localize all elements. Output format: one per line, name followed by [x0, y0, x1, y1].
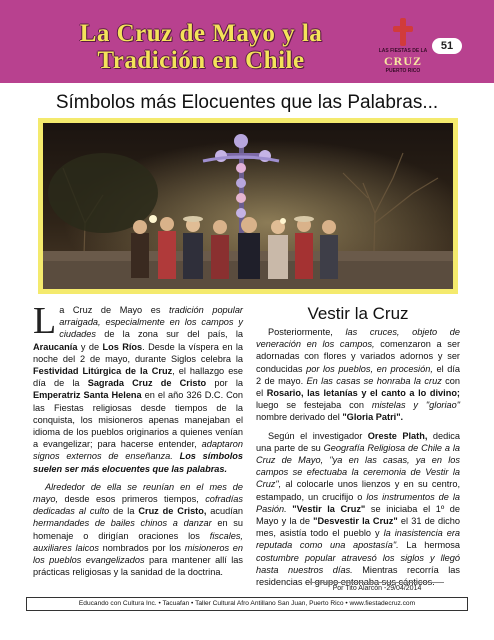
text-run: Posteriormente, — [268, 327, 346, 337]
article-subtitle: Símbolos más Elocuentes que las Palabras... — [55, 92, 439, 113]
text-run: tradición popular arraigada, especialmente en los campos y ciudades — [59, 305, 243, 340]
text-run: de la — [109, 506, 139, 517]
text-run: para mantener allí las prácticas religiosas y la sanidad de la doctrina. — [33, 555, 243, 578]
text-run: Festividad Litúrgica de la Cruz — [33, 366, 173, 377]
text-run: comenzaron a ser adornadas con flores y variados adornos y ser conducidas — [256, 339, 461, 374]
title-line-2: Tradición en Chile — [97, 47, 305, 74]
text-run: Geografía Religiosa de Chile a la Cruz de Mayo, "ya en las casas, ya en los campos se efectuaba la ceremonia de Vestir la Cruz", — [256, 442, 460, 490]
text-run: misioneros en los pueblos evangelizados — [33, 542, 244, 566]
logo-main-text: CRUZ — [383, 54, 422, 68]
text-run: adaptaron signos externos de enseñanza. — [33, 439, 243, 462]
page-number-badge: 51 — [432, 38, 462, 54]
text-run: en el año 326 D.C. Con las Fiestas religiosas desde tiempos de la conquista, los misioneros apenas manejaban el idioma de los pueblos originarios a quienes venían a evangelizar; para hacerse entender, — [33, 390, 243, 450]
text-run: la inasistencia era reputada como una apostasía". — [256, 528, 460, 551]
procession-photo — [38, 118, 458, 294]
text-run: se iniciaba el 1º de Mayo y la de — [256, 503, 460, 527]
text-run: Sagrada Cruz de Cristo — [87, 378, 207, 389]
logo-sub-text: PUERTO RICO — [385, 68, 421, 74]
text-run — [173, 451, 180, 461]
section-title: Vestir la Cruz — [307, 304, 409, 323]
text-run: Mientras recorría las residencias el grupo entonaba sus cánticos. — [256, 564, 460, 588]
text-run: hermandades de bailes chinos a danzar — [33, 518, 212, 529]
text-run: Los Ríos — [102, 341, 143, 352]
article-column-left — [33, 300, 244, 584]
text-run: luego se festejaba con — [256, 400, 372, 411]
text-run: nombrados por los — [98, 542, 185, 553]
text-run: fiscales, auxiliares laicos — [33, 530, 243, 553]
text-run: el 31 de dicho mes, asistía todo el pueblo y — [256, 516, 460, 539]
text-run: a Cruz de Mayo es — [59, 305, 170, 315]
paragraph-oreste-plath — [256, 430, 460, 589]
text-run: las cruces, objeto de veneración en los campos, — [256, 327, 460, 350]
text-run: , el hallazgo ese día de la — [33, 366, 244, 389]
paragraph-posteriormente — [256, 326, 460, 424]
text-run: "Desvestir la Cruz" — [313, 516, 398, 527]
text-run: La hermosa — [398, 540, 460, 551]
text-run: de la zona sur del país, la — [96, 329, 243, 340]
text-run: con el — [256, 375, 461, 399]
text-run: en su homenaje o dirigían oraciones los — [33, 518, 243, 541]
text-run: y de — [77, 341, 103, 352]
drop-cap: L — [33, 300, 57, 342]
paragraph-intro — [33, 300, 244, 475]
text-run: "Gloria Patri". — [342, 412, 404, 423]
text-run: Araucanía — [33, 341, 78, 352]
text-run: En las casas se honraba la cruz — [306, 375, 442, 386]
text-run: al colocarle unos lienzos y en su centro, estampado, un crucifijo o — [256, 479, 460, 502]
text-run: Oreste Plath, — [367, 430, 428, 441]
page-footer: Educando con Cultura Inc. • Tacuafan • Taller Cultural Afro Antillano San Juan, Puerto Rico • www.fiestadecruz.com — [26, 597, 468, 611]
fiestas-cruz-logo — [374, 18, 432, 76]
text-run: Cruz de Cristo, — [138, 506, 207, 517]
text-run: por la — [206, 378, 243, 389]
text-run: cofradías dedicadas al culto — [33, 494, 243, 517]
text-run: Rosario, las letanías y el canto a lo divino; — [266, 388, 460, 399]
logo-top-text: LAS FIESTAS DE LA — [378, 48, 428, 54]
text-run: desde esos primeros tiempos, — [58, 494, 206, 505]
author-byline: Por Tito Alarcón -29/04/2014 — [310, 582, 444, 592]
page-header — [0, 0, 494, 83]
text-run: mistelas y "gloriao" — [371, 400, 461, 411]
text-run: Los símbolos suelen ser más elocuentes que las palabras. — [33, 451, 244, 474]
text-run: nombre derivado del — [256, 412, 343, 423]
text-run: el día 2 de mayo. — [256, 363, 461, 386]
paragraph-cofradias — [33, 481, 243, 579]
text-run: "Vestir la Cruz" — [292, 503, 366, 514]
procession-photo-icon — [43, 123, 453, 289]
text-run: . Desde la víspera en la noche del 2 de mayo, durante Siglos celebra la — [33, 341, 244, 364]
text-run: acudían — [206, 506, 244, 517]
article-title — [36, 20, 366, 74]
text-run: por los pueblos, en procesión, — [306, 363, 433, 374]
cross-icon — [393, 18, 413, 46]
text-run: Alrededor de ella se reunían en el mes de mayo, — [33, 481, 243, 505]
title-line-1: La Cruz de Mayo y la — [79, 20, 323, 47]
text-run: Emperatriz Santa Helena — [33, 390, 142, 401]
text-run: los instrumentos de la Pasión. — [256, 491, 460, 514]
text-run: Según el investigador — [268, 430, 368, 441]
text-run: dedica una parte de su — [256, 430, 460, 453]
article-column-right — [256, 304, 460, 594]
text-run: costumbre popular atravesó los siglos y llegó hasta nuestros días. — [256, 552, 460, 575]
